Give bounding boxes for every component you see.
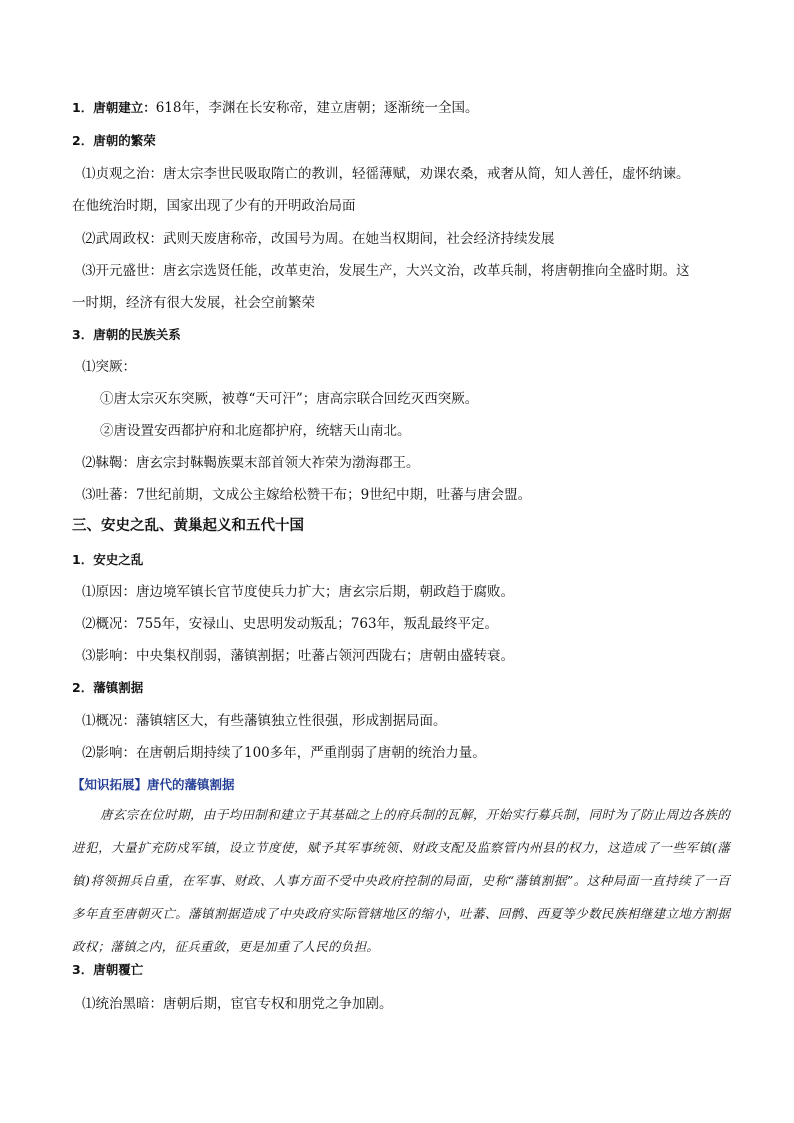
line-text: ⑵武周政权：武则天废唐称帝，改国号为周。在她当权期间，社会经济持续发展	[82, 231, 555, 247]
text-line	[72, 293, 315, 313]
line-text: ⑵概况：755年，安禄山、史思明发动叛乱；763年，叛乱最终平定。	[82, 616, 499, 632]
text-line	[72, 711, 447, 731]
text-line	[72, 646, 514, 666]
text-line	[72, 389, 478, 409]
line-text: ②唐设置安西都护府和北庭都护府，统辖天山南北。	[100, 423, 411, 439]
line-text: ⑴突厥：	[82, 359, 136, 375]
line-text: 2．唐朝的繁荣	[72, 133, 156, 148]
text-line	[72, 743, 486, 763]
knowledge-paragraph: 唐玄宗在位时期，由于均田制和建立于其基础之上的府兵制的瓦解，开始实行募兵制，同时为了防止周边各族的进犯，大量扩充防戍军镇，设立节度使，赋予其军事统领、财政支配及监察管内州县的权力，这造成了一些军镇(藩镇)将领拥兵自重，在军事、财政、人事方面不受中央政府控制的局面，史称“藩镇割据”。这种局面一直持续了一百多年直至唐朝灭亡。藩镇割据造成了中央政府实际管辖地区的缩小，吐蕃、回鹘、西夏等少数民族相继建立地方割据政权；藩镇之内，征兵重敛，更是加重了人民的负担。	[72, 807, 730, 954]
line-text: 三、安史之乱、黄巢起义和五代十国	[72, 518, 304, 534]
line-text: ⑴贞观之治：唐太宗李世民吸取隋亡的教训，轻徭薄赋，劝课农桑，戒奢从简，知人善任，虚怀纳谏。	[82, 166, 690, 182]
line-text: ⑶开元盛世：唐玄宗选贤任能，改革吏治，发展生产，大兴文治，改革兵制，将唐朝推向全盛时期。这	[82, 263, 690, 279]
line-text: ⑴概况：藩镇辖区大，有些藩镇独立性很强，形成割据局面。	[82, 713, 447, 729]
line-text: 2．藩镇割据	[72, 680, 144, 695]
line-text: ⑶吐蕃：7世纪前期，文成公主嫁给松赞干布；9世纪中期，吐蕃与唐会盟。	[82, 487, 532, 503]
line-text: 3．唐朝的民族关系	[72, 327, 181, 342]
text-line	[72, 196, 356, 216]
line-text: 在他统治时期，国家出现了少有的开明政治局面	[72, 198, 356, 214]
text-line	[72, 994, 393, 1014]
line-text: ⑶影响：中央集权削弱，藩镇割据；吐蕃占领河西陇右；唐朝由盛转衰。	[82, 648, 514, 664]
text-line	[72, 421, 411, 441]
knowledge-bracket-label: 【知识拓展】	[72, 777, 148, 792]
subheading	[72, 550, 143, 570]
subheading	[72, 678, 143, 698]
text-line	[72, 229, 555, 249]
line-rest-text: 618年，李渊在长安称帝，建立唐朝；逐渐统一全国。	[155, 100, 479, 116]
line-text: 1．唐朝建立：	[72, 100, 156, 115]
text-line	[72, 453, 420, 473]
knowledge-topic: 唐代的藩镇割据	[147, 777, 235, 792]
text-line	[72, 582, 514, 602]
text-line	[72, 261, 690, 281]
line-text: ⑵影响：在唐朝后期持续了100多年，严重削弱了唐朝的统治力量。	[82, 745, 486, 761]
text-line	[72, 614, 498, 634]
subheading	[72, 98, 478, 118]
line-text: ⑴统治黑暗：唐朝后期，宦官专权和朋党之争加剧。	[82, 996, 393, 1012]
line-text: ①唐太宗灭东突厥，被尊“天可汗”；唐高宗联合回纥灭西突厥。	[100, 391, 479, 407]
line-text: ⑵靺鞨：唐玄宗封靺鞨族粟末部首领大祚荣为渤海郡王。	[82, 455, 420, 471]
text-line	[72, 485, 531, 505]
line-text: 3．唐朝覆亡	[72, 962, 144, 977]
subheading	[72, 960, 143, 980]
line-text: 一时期，经济有很大发展，社会空前繁荣	[72, 295, 315, 311]
subheading	[72, 325, 181, 345]
line-text: 1．安史之乱	[72, 552, 144, 567]
knowledge-heading	[72, 775, 235, 795]
line-text: ⑴原因：唐边境军镇长官节度使兵力扩大；唐玄宗后期，朝政趋于腐败。	[82, 584, 514, 600]
section-heading	[72, 516, 304, 536]
subheading	[72, 131, 156, 151]
text-line	[72, 357, 136, 377]
text-line	[72, 164, 690, 184]
